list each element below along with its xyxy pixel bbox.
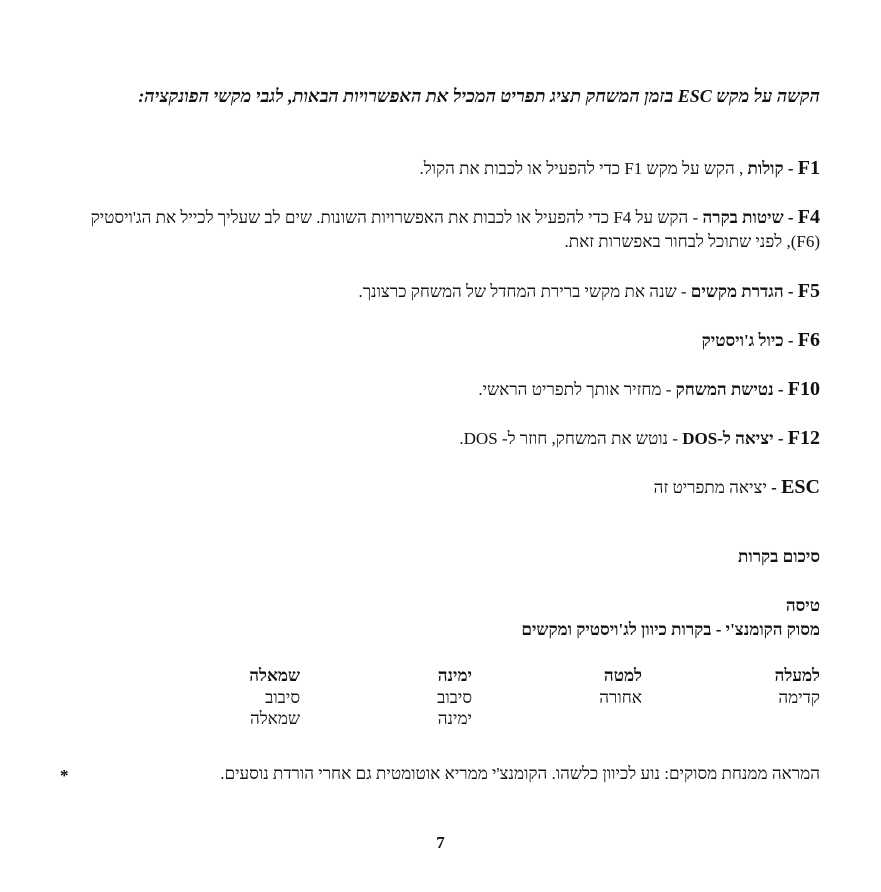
column-item: שמאלה [249,709,300,728]
column-down [502,665,642,708]
column-left [184,665,300,729]
key-separator: - [773,429,788,448]
column-item: קדימה [778,688,820,707]
column-up [680,665,820,708]
controls-table [184,665,820,735]
key-description: - נוטש את המשחק, חוזר ל- DOS. [459,429,683,448]
column-header: שמאלה [249,666,300,685]
key-separator: - [783,282,798,301]
key-name: יציאה ל-DOS [682,429,774,448]
key-code: ESC [781,476,820,498]
key-description: , הקש על מקש F1 כדי להפעיל או לכבות את הקול. [419,159,748,178]
key-separator: - [766,478,782,497]
key-separator: - [783,159,798,178]
footnote [60,763,820,785]
key-name: קולות [747,159,784,178]
key-description: - שנה את מקשי ברירת המחדל של המשחק כרצונך. [358,282,691,301]
column-item: סיבוב [265,688,300,707]
key-item-f6 [80,328,820,353]
column-item: ימינה [437,709,472,728]
key-separator: - [773,380,788,399]
key-code: F5 [797,280,820,302]
key-item-f1 [80,156,820,181]
key-item-f10 [80,377,820,402]
key-description: יציאה מתפריט זה [653,478,767,497]
controls-summary-section [80,545,820,569]
footnote-text: המראה ממנחת מסוקים: נוע לכיוון כלשהו. הקומנצ'י ממריא אוטומטית גם אחרי הורדת נוסעים. [220,764,820,783]
column-header: ימינה [437,666,472,685]
asterisk-mark: * [60,766,69,785]
key-description: - הקש על F4 כדי להפעיל או לכבות את האפשרויות השונות. שים לב שעליך לכייל את הג'ויסטיק (F6), לפני שתוכל לבחור באפשרות זאת. [90,208,820,251]
column-header: למטה [603,666,642,685]
key-code: F6 [797,329,820,351]
key-name: שיטות בקרה [702,208,784,227]
column-right [332,665,472,729]
key-name: כיול ג'ויסטיק [701,331,784,350]
key-item-f4 [80,205,820,254]
key-code: F1 [797,157,820,179]
intro-paragraph: הקשה על מקש ESC בזמן המשחק תציג תפריט המכיל את האפשרויות הבאות, לגבי מקשי הפונקציה: [138,86,820,106]
key-description: - מחזיר אותך לתפריט הראשי. [478,380,676,399]
column-item: אחורה [599,688,642,707]
key-code: F4 [797,206,820,228]
column-item: סיבוב [437,688,472,707]
key-separator: - [783,208,798,227]
key-code: F12 [787,427,820,449]
key-separator: - [783,331,798,350]
column-header: למעלה [774,666,820,685]
flight-section [80,594,820,642]
key-item-esc [80,475,820,500]
page-number: 7 [436,833,445,852]
key-name: נטישת המשחק [675,380,774,399]
key-name: הגדרת מקשים [690,282,784,301]
flight-title: טיסה [785,596,820,615]
key-item-f12 [80,426,820,451]
section-title: סיכום בקרות [737,547,820,566]
key-code: F10 [787,378,820,400]
key-item-f5 [80,279,820,304]
function-keys-list [80,156,820,524]
flight-subtitle: מסוק הקומנצ'י - בקרות כיוון לג'ויסטיק ומקשים [521,620,820,639]
